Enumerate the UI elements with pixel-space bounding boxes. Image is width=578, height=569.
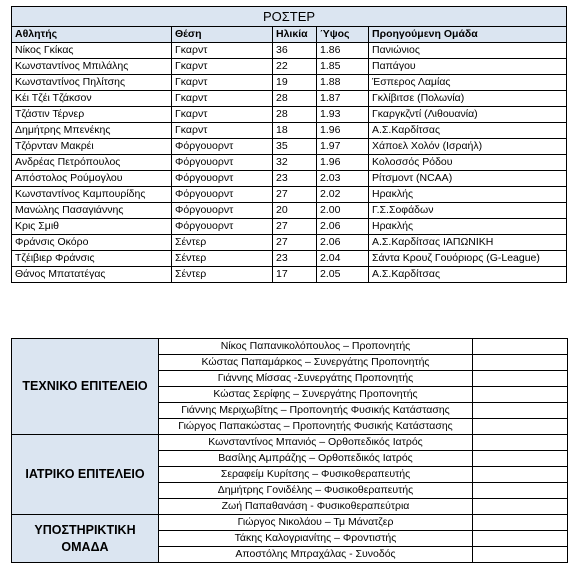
- table-row: [12, 43, 567, 59]
- player-height: 2.06: [317, 219, 369, 235]
- table-row: [12, 75, 567, 91]
- staff-body: [12, 339, 568, 563]
- player-height: 1.85: [317, 59, 369, 75]
- table-row: [12, 203, 567, 219]
- roster-title: ΡΟΣΤΕΡ: [12, 7, 567, 27]
- player-height: 1.93: [317, 107, 369, 123]
- player-position: Σέντερ: [172, 235, 273, 251]
- player-name: Κρις Σμιθ: [12, 219, 172, 235]
- table-row: [12, 235, 567, 251]
- staff-table: [11, 338, 568, 563]
- staff-blank-cell: [473, 451, 568, 467]
- column-header-age: Ηλικία: [273, 27, 317, 43]
- player-position: Γκαρντ: [172, 107, 273, 123]
- player-age: 22: [273, 59, 317, 75]
- player-name: Νίκος Γκίκας: [12, 43, 172, 59]
- player-height: 1.96: [317, 123, 369, 139]
- staff-blank-cell: [473, 339, 568, 355]
- player-position: Σέντερ: [172, 251, 273, 267]
- player-name: Ανδρέας Πετρόπουλος: [12, 155, 172, 171]
- table-row: [12, 187, 567, 203]
- player-name: Τζέιβιερ Φράνσις: [12, 251, 172, 267]
- player-previous-team: Ρίτσμοντ (NCAA): [369, 171, 567, 187]
- player-previous-team: Πανιώνιος: [369, 43, 567, 59]
- player-height: 1.88: [317, 75, 369, 91]
- table-row: [12, 171, 567, 187]
- staff-member: Αποστόλης Μπραχάλας - Συνοδός: [159, 547, 473, 563]
- table-row: [12, 107, 567, 123]
- staff-blank-cell: [473, 483, 568, 499]
- staff-group-label: ΤΕΧΝΙΚΟ ΕΠΙΤΕΛΕΙΟ: [12, 339, 159, 435]
- player-previous-team: Παπάγου: [369, 59, 567, 75]
- roster-header-row: [12, 27, 567, 43]
- player-age: 27: [273, 187, 317, 203]
- table-row: [12, 155, 567, 171]
- player-height: 1.97: [317, 139, 369, 155]
- table-row: [12, 59, 567, 75]
- staff-member: Γιώργος Νικολάου – Τμ Μάνατζερ: [159, 515, 473, 531]
- staff-member: Γιάννης Μεριχωβίτης – Προπονητής Φυσικής Κατάστασης: [159, 403, 473, 419]
- player-position: Φόργουορντ: [172, 219, 273, 235]
- player-position: Φόργουορντ: [172, 155, 273, 171]
- player-name: Φράνσις Οκόρο: [12, 235, 172, 251]
- player-name: Κωνσταντίνος Πηλίτσης: [12, 75, 172, 91]
- table-row: [12, 267, 567, 283]
- player-position: Φόργουορντ: [172, 171, 273, 187]
- player-position: Γκαρντ: [172, 91, 273, 107]
- staff-member: Δημήτρης Γονιδέλης – Φυσικοθεραπευτής: [159, 483, 473, 499]
- player-age: 27: [273, 219, 317, 235]
- staff-blank-cell: [473, 515, 568, 531]
- player-age: 19: [273, 75, 317, 91]
- staff-member: Σεραφείμ Κυρίτσης – Φυσικοθεραπευτής: [159, 467, 473, 483]
- staff-member: Κώστας Παπαμάρκος – Συνεργάτης Προπονητής: [159, 355, 473, 371]
- player-position: Φόργουορντ: [172, 139, 273, 155]
- player-name: Δημήτρης Μπενέκης: [12, 123, 172, 139]
- player-name: Τζόρνταν Μακρέι: [12, 139, 172, 155]
- player-height: 1.86: [317, 43, 369, 59]
- staff-blank-cell: [473, 387, 568, 403]
- player-name: Μανώλης Πασαγιάννης: [12, 203, 172, 219]
- player-height: 2.03: [317, 171, 369, 187]
- staff-blank-cell: [473, 371, 568, 387]
- player-previous-team: Χάποελ Χολόν (Ισραήλ): [369, 139, 567, 155]
- player-previous-team: Ηρακλής: [369, 187, 567, 203]
- table-row: [12, 251, 567, 267]
- staff-row: [12, 435, 568, 451]
- player-previous-team: Γκλίβιτσε (Πολωνία): [369, 91, 567, 107]
- staff-blank-cell: [473, 547, 568, 563]
- player-position: Γκαρντ: [172, 59, 273, 75]
- table-row: [12, 123, 567, 139]
- staff-group-label: ΥΠΟΣΤΗΡΙΚΤΙΚΗ ΟΜΑΔΑ: [12, 515, 159, 563]
- player-age: 27: [273, 235, 317, 251]
- staff-blank-cell: [473, 419, 568, 435]
- player-age: 32: [273, 155, 317, 171]
- column-header-player: Αθλητής: [12, 27, 172, 43]
- staff-member: Γιάννης Μίσσας -Συνεργάτης Προπονητής: [159, 371, 473, 387]
- player-name: Κωνσταντίνος Μπιλάλης: [12, 59, 172, 75]
- player-previous-team: Ηρακλής: [369, 219, 567, 235]
- staff-member: Γιώργος Παπακώστας – Προπονητής Φυσικής Κατάστασης: [159, 419, 473, 435]
- player-name: Κωνσταντίνος Καμπουρίδης: [12, 187, 172, 203]
- staff-member: Τάκης Καλογριανίτης – Φροντιστής: [159, 531, 473, 547]
- player-previous-team: Α.Σ.Καρδίτσας ΙΑΠΩΝΙΚΗ: [369, 235, 567, 251]
- player-previous-team: Γκαργκζντί (Λιθουανία): [369, 107, 567, 123]
- staff-blank-cell: [473, 531, 568, 547]
- player-previous-team: Α.Σ.Καρδίτσας: [369, 267, 567, 283]
- player-position: Γκαρντ: [172, 123, 273, 139]
- staff-member: Ζωή Παπαθανάση - Φυσικοθεραπεύτρια: [159, 499, 473, 515]
- player-height: 1.96: [317, 155, 369, 171]
- staff-blank-cell: [473, 435, 568, 451]
- player-position: Φόργουορντ: [172, 203, 273, 219]
- player-previous-team: Σάντα Κρουζ Γουόριορς (G-League): [369, 251, 567, 267]
- staff-member: Νίκος Παπανικολόπουλος – Προπονητής: [159, 339, 473, 355]
- player-height: 2.05: [317, 267, 369, 283]
- staff-blank-cell: [473, 403, 568, 419]
- player-age: 35: [273, 139, 317, 155]
- player-age: 23: [273, 251, 317, 267]
- staff-blank-cell: [473, 467, 568, 483]
- player-position: Φόργουορντ: [172, 187, 273, 203]
- table-row: [12, 139, 567, 155]
- player-position: Γκαρντ: [172, 75, 273, 91]
- player-age: 28: [273, 107, 317, 123]
- staff-member: Βασίλης Αμπράζης – Ορθοπεδικός Ιατρός: [159, 451, 473, 467]
- staff-row: [12, 515, 568, 531]
- player-height: 2.04: [317, 251, 369, 267]
- player-previous-team: Έσπερος Λαμίας: [369, 75, 567, 91]
- staff-blank-cell: [473, 355, 568, 371]
- player-previous-team: Γ.Σ.Σοφάδων: [369, 203, 567, 219]
- column-header-previous-team: Προηγούμενη Ομάδα: [369, 27, 567, 43]
- player-previous-team: Α.Σ.Καρδίτσας: [369, 123, 567, 139]
- player-age: 28: [273, 91, 317, 107]
- roster-title-row: [12, 7, 567, 27]
- player-age: 23: [273, 171, 317, 187]
- staff-member: Κωνσταντίνος Μπανιός – Ορθοπεδικός Ιατρός: [159, 435, 473, 451]
- player-age: 17: [273, 267, 317, 283]
- player-age: 18: [273, 123, 317, 139]
- roster-body: [12, 43, 567, 283]
- player-position: Σέντερ: [172, 267, 273, 283]
- staff-row: [12, 339, 568, 355]
- staff-member: Κώστας Σερίφης – Συνεργάτης Προπονητής: [159, 387, 473, 403]
- player-name: Τζάστιν Τέρνερ: [12, 107, 172, 123]
- table-row: [12, 91, 567, 107]
- player-name: Θάνος Μπατατέγας: [12, 267, 172, 283]
- player-height: 2.02: [317, 187, 369, 203]
- player-height: 2.00: [317, 203, 369, 219]
- staff-group-label: ΙΑΤΡΙΚΟ ΕΠΙΤΕΛΕΙΟ: [12, 435, 159, 515]
- player-age: 36: [273, 43, 317, 59]
- column-header-height: Ύψος: [317, 27, 369, 43]
- table-row: [12, 219, 567, 235]
- player-height: 2.06: [317, 235, 369, 251]
- player-age: 20: [273, 203, 317, 219]
- player-name: Απόστολος Ρούμογλου: [12, 171, 172, 187]
- column-header-position: Θέση: [172, 27, 273, 43]
- player-height: 1.87: [317, 91, 369, 107]
- staff-blank-cell: [473, 499, 568, 515]
- roster-table: [11, 6, 567, 283]
- player-previous-team: Κολοσσός Ρόδου: [369, 155, 567, 171]
- player-position: Γκαρντ: [172, 43, 273, 59]
- player-name: Κέι Τζέι Τζάκσον: [12, 91, 172, 107]
